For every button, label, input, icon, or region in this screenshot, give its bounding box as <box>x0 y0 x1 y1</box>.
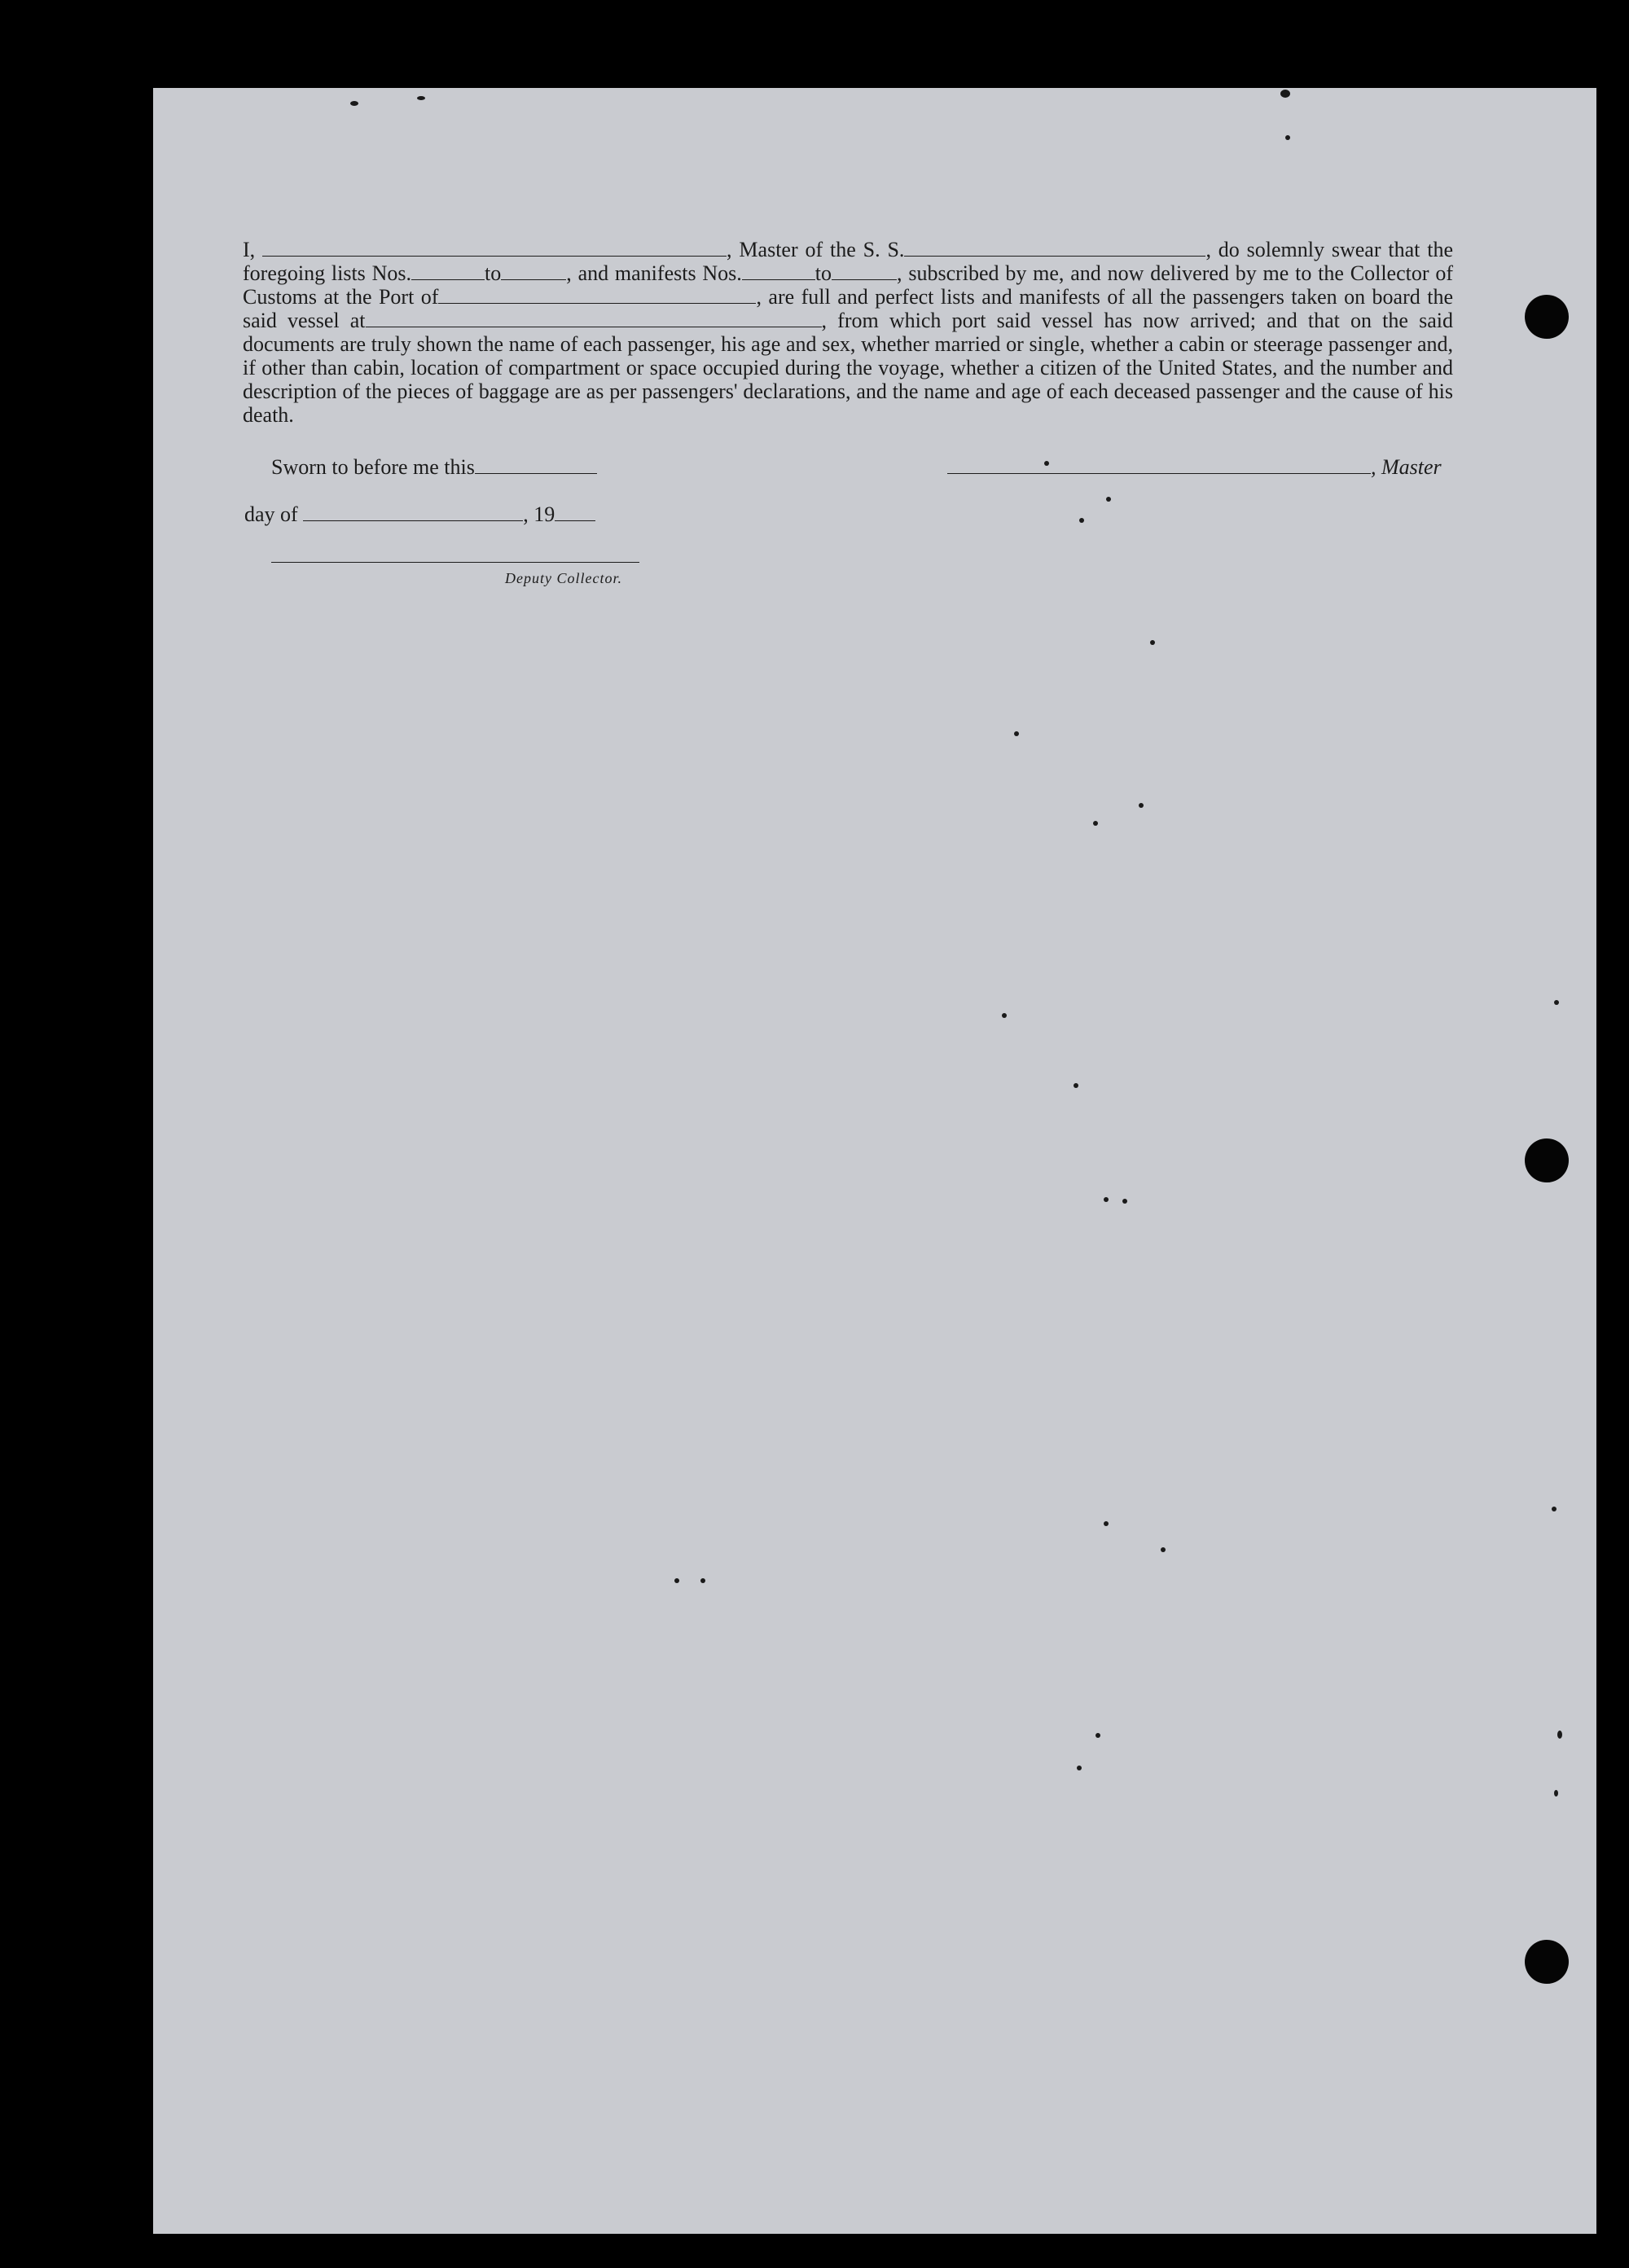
punch-hole <box>1525 1940 1569 1984</box>
year-blank <box>555 504 595 521</box>
oath-blank <box>366 310 822 327</box>
scan-speck <box>1139 803 1144 808</box>
oath-blank <box>262 239 727 257</box>
oath-blank <box>832 263 897 280</box>
scan-speck <box>1093 821 1098 826</box>
scan-speck <box>700 1578 705 1583</box>
oath-blank <box>501 263 566 280</box>
scan-speck <box>1122 1199 1127 1204</box>
scan-speck <box>1096 1733 1100 1738</box>
year-prefix: , 19 <box>523 502 555 526</box>
oath-text: , subscribed by me, and now delivered by me to the Collector of Customs at the Port of <box>243 261 1453 309</box>
scan-speck <box>1077 1766 1082 1770</box>
scan-speck <box>1554 1000 1559 1005</box>
sworn-blank <box>475 457 597 474</box>
punch-hole <box>1525 1138 1569 1182</box>
master-blank <box>947 457 1371 474</box>
oath-text: , do solemnly swear that the foregoing lists Nos. <box>243 238 1453 285</box>
punch-hole <box>1525 295 1569 339</box>
scan-speck <box>1044 461 1049 466</box>
scan-speck <box>1074 1083 1078 1088</box>
oath-text: to <box>814 261 832 285</box>
scan-speck <box>1014 731 1019 736</box>
scan-speck <box>1161 1547 1166 1552</box>
deputy-signature-line <box>271 562 639 563</box>
scan-speck <box>1104 1197 1109 1202</box>
scan-speck <box>1554 1790 1558 1796</box>
oath-text: , from which port said vessel has now arrived; and that on the said documents are truly shown the name of each passenger, his age and sex, whether married or single, whether a cabin or steerage passenger and, if other than cabin, location of compartment or space occupied during the voyage, whether a citizen of the United States, and the number and description of the pieces of baggage are as per passengers' declarations, and the name and age of each deceased passenger and the cause of his death. <box>243 309 1453 427</box>
day-of-line <box>244 502 595 527</box>
oath-blank <box>742 263 815 280</box>
oath-text: , and manifests Nos. <box>566 261 742 285</box>
day-blank <box>303 504 523 521</box>
scan-speck <box>1552 1507 1557 1511</box>
scan-speck <box>1280 90 1290 98</box>
oath-text: , are full and perfect lists and manifests of all the passengers taken on board the said vessel at <box>243 285 1453 332</box>
oath-blank <box>904 239 1205 257</box>
scan-speck <box>1150 640 1155 645</box>
scan-speck <box>1002 1013 1007 1018</box>
oath-blank <box>411 263 485 280</box>
scan-speck <box>1104 1521 1109 1526</box>
deputy-collector-label: Deputy Collector. <box>505 570 622 586</box>
scan-speck <box>1285 135 1290 140</box>
oath-paragraph <box>243 238 1453 427</box>
oath-text: to <box>485 261 502 285</box>
master-signature-line <box>947 455 1442 480</box>
scan-speck <box>1557 1731 1562 1739</box>
oath-blank <box>438 287 756 304</box>
scan-speck <box>1079 518 1084 523</box>
oath-text: I, <box>243 238 256 261</box>
day-of-label: day of <box>244 502 298 526</box>
master-label: , Master <box>1371 455 1442 479</box>
sworn-line <box>271 455 597 480</box>
scan-speck <box>1106 497 1111 502</box>
scan-speck <box>674 1578 679 1583</box>
sworn-label: Sworn to before me this <box>271 455 475 479</box>
scan-speck <box>350 101 358 106</box>
scan-speck <box>417 96 425 100</box>
oath-text: , Master of the S. S. <box>727 238 905 261</box>
